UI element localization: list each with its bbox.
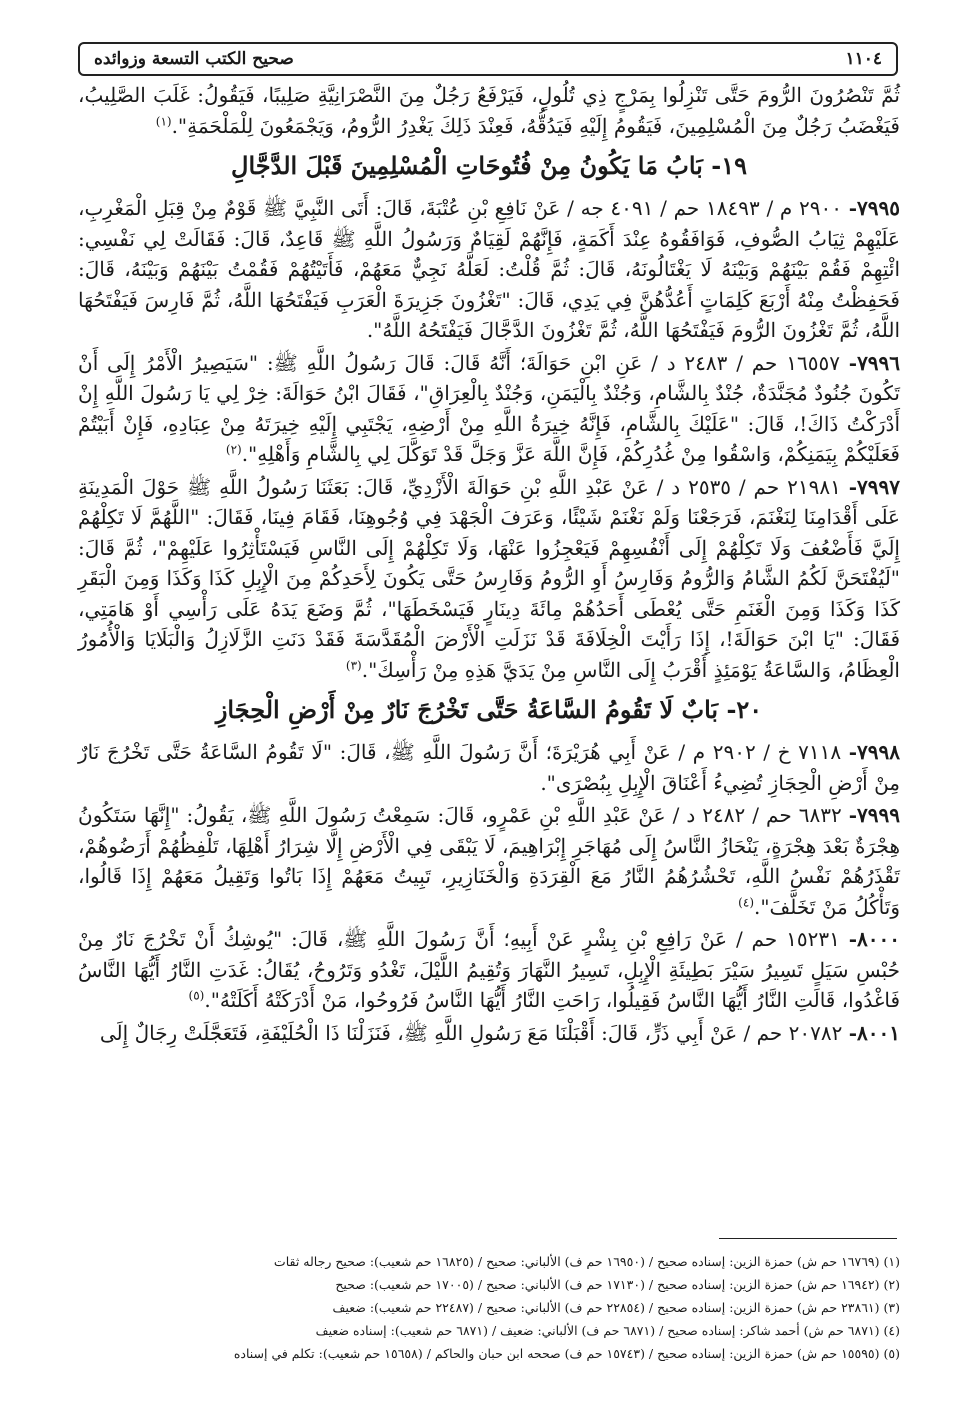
footnote-ref-4: (٤) bbox=[738, 894, 754, 909]
footnote-2: (٢) (١٦٩٤٢ حم ش) حمزة الزين: إسناده صحيح / (١٧١٣٠ حم ف) الألباني: صحيح / (١٧٠٠٥ حم شعيب): صحيح bbox=[335, 1277, 900, 1292]
footnote-ref-1: (١) bbox=[155, 113, 172, 128]
book-title: صحيح الكتب التسعة وزوائده bbox=[94, 49, 294, 69]
hadith-number: ٨٠٠١- bbox=[848, 1020, 900, 1045]
intro-paragraph bbox=[78, 80, 900, 141]
hadith-text: ٢٠٧٨٢ حم / عَنْ أَبِي ذَرٍّ، قَالَ: أَقْبَلْنَا مَعَ رَسُولِ اللَّهِ ﷺ، فَنَزَلْنَا ذَا الْحُلَيْفَةِ، فَتَعَجَّلَتْ رِجَالٌ إِلَى bbox=[99, 1020, 843, 1045]
footnote-5: (٥) (١٥٥٩٥ حم ش) حمزة الزين: إسناده صحيح / (١٥٧٤٣ حم ف) صححه ابن حبان والحاكم / (١٥٦٥٨ حم شعيب): تكلم في إسناده bbox=[233, 1346, 900, 1361]
hadith-number: ٧٩٩٥- bbox=[848, 196, 901, 220]
hadith-7995 bbox=[78, 193, 900, 346]
footnote-ref-3: (٣) bbox=[345, 657, 362, 672]
chapter-19-title: ١٩- بَابُ مَا يَكُونُ مِنْ فُتُوحَاتِ الْمُسْلِمِينَ قَبْلَ الدَّجَّالِ bbox=[231, 151, 747, 180]
hadith-text: ٦٨٣٢ حم / ٢٤٨٢ د / عَنْ عَبْدِ اللَّهِ بْنِ عَمْرٍو، قَالَ: سَمِعْتُ رَسُولَ اللَّهِ ﷺ، يَقُولُ: "إِنَّهَا سَتَكُونُ هِجْرَةٌ بَعْدَ هِجْرَةٍ، يَنْحَازُ النَّاسُ إِلَى مُهَاجَرِ إِبْرَاهِيمَ، لَا يَبْقَى فِي الْأَرْضِ إِلَّا شِرَارُ أَهْلِهَا، تَلْفِظُهُمْ أَرَضُوهُمْ، تَقْذَرُهُمْ نَفْسُ اللَّهِ، تَحْشُرُهُمُ النَّارُ مَعَ الْقِرَدَةِ وَالْخَنَازِيرِ، تَبِيتُ مَعَهُمْ إِذَا بَاتُوا وَتَقِيلُ مَعَهُمْ إِذَا قَالُوا، وَتَأْكُلُ مَنْ تَخَلَّفَ". bbox=[78, 803, 900, 919]
intro-text: ثُمَّ تَنْصُرُونَ الرُّومَ حَتَّى تَنْزِلُوا بِمَرْجٍ ذِي تُلُولٍ، فَيَرْفَعُ رَجُلٌ مِنَ النَّصْرَانِيَّةِ صَلِيبًا، فَيَقُولُ: غَلَبَ الصَّلِيبُ، فَيَغْضَبُ رَجُلٌ مِنَ الْمُسْلِمِينَ، فَيَقُومُ إِلَيْهِ فَيَدُقُّهُ، فَعِنْدَ ذَلِكَ يَغْدِرُ الرُّومُ، وَيَجْمَعُونَ لِلْمَلْحَمَةِ". bbox=[78, 83, 900, 138]
footnotes bbox=[78, 1250, 900, 1365]
footnote-4: (٤) (٦٨٧١ حم ش) أحمد شاكر: إسناده صحيح / (٦٨٧١ حم ف) الألباني: ضعيف / (٦٨٧١ حم شعيب): إسناده ضعيف bbox=[315, 1323, 900, 1338]
page-header bbox=[78, 42, 898, 76]
footnote-3: (٣) (٢٣٨٦١ حم ش) حمزة الزين: إسناده صحيح / (٢٢٨٥٤ حم ف) الألباني: صحيح / (٢٢٤٨٧ حم شعيب): ضعيف bbox=[332, 1300, 900, 1315]
footnote-ref-5: (٥) bbox=[188, 988, 205, 1003]
hadith-text: ٧١١٨ خ / ٢٩٠٢ م / عَنْ أَبِي هُرَيْرَةَ؛ أَنَّ رَسُولَ اللَّهِ ﷺ، قَالَ: "لَا تَقُومُ السَّاعَةُ حَتَّى تَخْرُجَ نَارٌ مِنْ أَرْضِ الْحِجَازِ تُضِيءُ أَعْنَاقَ الْإِبِلِ بِبُصْرَى". bbox=[78, 740, 900, 795]
hadith-text: ٢١٩٨١ حم / ٢٥٣٥ د / عَنْ عَبْدِ اللَّهِ بْنِ حَوَالَةَ الْأَزْدِيِّ، قَالَ: بَعَثَنَا رَسُولُ اللَّهِ ﷺ حَوْلَ الْمَدِينَةِ عَلَى أَقْدَامِنَا لِنَغْنَمَ، فَرَجَعْنَا وَلَمْ نَغْنَمْ شَيْئًا، وَعَرَفَ الْجَهْدَ فِي وُجُوهِنَا، فَقَامَ فِينَا، فَقَالَ: "اللَّهُمَّ لَا تَكِلْهُمْ إِلَيَّ فَأَضْعُفَ وَلَا تَكِلْهُمْ إِلَى أَنْفُسِهِمْ فَيَعْجِزُوا عَنْهَا، وَلَا تَكِلْهُمْ إِلَى النَّاسِ فَيَسْتَأْثِرُوا عَلَيْهِمْ"، ثُمَّ قَالَ: "لَيُفْتَحَنَّ لَكُمُ الشَّامُ وَالرُّومُ وَفَارِسُ أَوِ الرُّومُ وَفَارِسُ حَتَّى يَكُونَ لِأَحَدِكُمْ مِنَ الْإِبِلِ كَذَا وَكَذَا وَمِنَ الْبَقَرِ كَذَا وَكَذَا وَمِنَ الْغَنَمِ حَتَّى يُعْطَى أَحَدُهُمْ مِائَةَ دِينَارٍ فَيَسْخَطَهَا"، ثُمَّ وَضَعَ يَدَهُ عَلَى رَأْسِي أَوْ هَامَتِي، فَقَالَ: "يَا ابْنَ حَوَالَةَ!، إِذَا رَأَيْتَ الْخِلَافَةَ قَدْ نَزَلَتِ الْأَرْضَ الْمُقَدَّسَةَ فَقَدْ دَنَتِ الزَّلَازِلُ وَالْبَلَايَا وَالْأُمُورُ الْعِظَامُ، وَالسَّاعَةُ يَوْمَئِذٍ أَقْرَبُ إِلَى النَّاسِ مِنْ يَدَيَّ هَذِهِ مِنْ رَأْسِكَ". bbox=[78, 474, 901, 682]
hadith-number: ٧٩٩٦- bbox=[848, 350, 901, 375]
chapter-20-title: ٢٠- بَابٌ لَا تَقُومُ السَّاعَةُ حَتَّى تَخْرُجَ نَارٌ مِنْ أَرْضِ الْحِجَازِ bbox=[215, 695, 763, 724]
hadith-7997 bbox=[78, 472, 900, 686]
hadith-7999 bbox=[78, 800, 900, 922]
footnote-separator bbox=[719, 1238, 897, 1239]
footnote-1: (١) (١٦٧٦٩ حم ش) حمزة الزين: إسناده صحيح / (١٦٩٥٠ حم ف) الألباني: صحيح / (١٦٨٢٥ حم شعيب): صحيح رجاله ثقات bbox=[273, 1254, 900, 1269]
hadith-text: ٢٩٠٠ م / ١٨٤٩٣ حم / ٤٠٩١ جه / عَنْ نَافِعِ بْنِ عُتْبَةَ، قَالَ: أَتَى النَّبِيَّ ﷺ قَوْمٌ مِنْ قِبَلِ الْمَغْرِبِ، عَلَيْهِمْ ثِيَابُ الصُّوفِ، فَوَافَقُوهُ عِنْدَ أَكَمَةٍ، فَإِنَّهُمْ لَقِيَامٌ وَرَسُولُ اللَّهِ ﷺ قَاعِدٌ، قَالَ: فَقَالَتْ لِي نَفْسِي: ائْتِهِمْ فَقُمْ بَيْنَهُمْ وَبَيْنَهُ لَا يَغْتَالُونَهُ، قَالَ: ثُمَّ قُلْتُ: لَعَلَّهُ نَجِيٌّ مَعَهُمْ، فَأَتَيْتُهُمْ فَقُمْتُ بَيْنَهُمْ وَبَيْنَهُ، قَالَ: فَحَفِظْتُ مِنْهُ أَرْبَعَ كَلِمَاتٍ أَعُدُّهُنَّ فِي يَدِي، قَالَ: "تَغْزُونَ جَزِيرَةَ الْعَرَبِ فَيَفْتَحُهَا اللَّهُ، ثُمَّ فَارِسَ فَيَفْتَحُهَا اللَّهُ، ثُمَّ تَغْزُونَ الرُّومَ فَيَفْتَحُهَا اللَّهُ، ثُمَّ تَغْزُونَ الدَّجَّالَ فَيَفْتَحُهُ اللَّهُ". bbox=[78, 196, 900, 342]
hadith-number: ٧٩٩٩- bbox=[848, 803, 901, 827]
hadith-8000 bbox=[78, 924, 900, 1016]
hadith-number: ٨٠٠٠- bbox=[848, 927, 901, 951]
page-number: ١١٠٤ bbox=[845, 49, 882, 69]
footnote-ref-2: (٢) bbox=[225, 442, 242, 457]
hadith-text: ١٥٢٣١ حم / عَنْ رَافِعِ بْنِ بِشْرٍ عَنْ أَبِيهِ؛ أَنَّ رَسُولَ اللَّهِ ﷺ، قَالَ: "يُوشِكُ أَنْ تَخْرُجَ نَارٌ مِنْ حُبْسِ سَيَلٍ تَسِيرُ سَيْرَ بَطِيئَةِ الْإِبِلِ، تَسِيرُ النَّهَارَ وَتُقِيمُ اللَّيْلَ، تَغْدُو وَتَرُوحُ، يُقَالُ: غَدَتِ النَّارُ أَيُّهَا النَّاسُ فَاغْدُوا، قَالَتِ النَّارُ أَيُّهَا النَّاسُ فَقِيلُوا، رَاحَتِ النَّارُ أَيُّهَا النَّاسُ فَرُوحُوا، مَنْ أَدْرَكَتْهُ أَكَلَتْهُ". bbox=[78, 927, 900, 1012]
main-text bbox=[78, 80, 900, 1050]
hadith-7998 bbox=[78, 737, 900, 798]
hadith-number: ٧٩٩٨- bbox=[848, 740, 900, 764]
hadith-7996 bbox=[78, 348, 900, 470]
hadith-text: ١٦٥٥٧ حم / ٢٤٨٣ د / عَنِ ابْنِ حَوَالَةَ؛ أَنَّهُ قَالَ: قَالَ رَسُولُ اللَّهِ ﷺ: "سَيَصِيرُ الْأَمْرُ إِلَى أَنْ تَكُونَ جُنُودٌ مُجَنَّدَةٌ، جُنْدٌ بِالشَّامِ، وَجُنْدٌ بِالْيَمَنِ، وَجُنْدٌ بِالْعِرَاقِ"، فَقَالَ ابْنُ حَوَالَةَ: خِرْ لِي يَا رَسُولَ اللَّهِ إِنْ أَدْرَكْتُ ذَاكَ!، قَالَ: "عَلَيْكَ بِالشَّامِ، فَإِنَّهُ خِيرَةُ اللَّهِ مِنْ أَرْضِهِ، يَجْتَبِي إِلَيْهِ خِيرَتَهُ مِنْ عِبَادِهِ، فَإِنْ أَبَيْتُمْ فَعَلَيْكُمْ بِيَمَنِكُمْ، وَاسْقُوا مِنْ غُدُرِكُمْ، فَإِنَّ اللَّهَ عَزَّ وَجَلَّ قَدْ تَوَكَّلَ لِي بِالشَّامِ وَأَهْلِهِ". bbox=[78, 350, 900, 466]
hadith-8001 bbox=[78, 1018, 900, 1049]
hadith-number: ٧٩٩٧- bbox=[848, 474, 901, 499]
